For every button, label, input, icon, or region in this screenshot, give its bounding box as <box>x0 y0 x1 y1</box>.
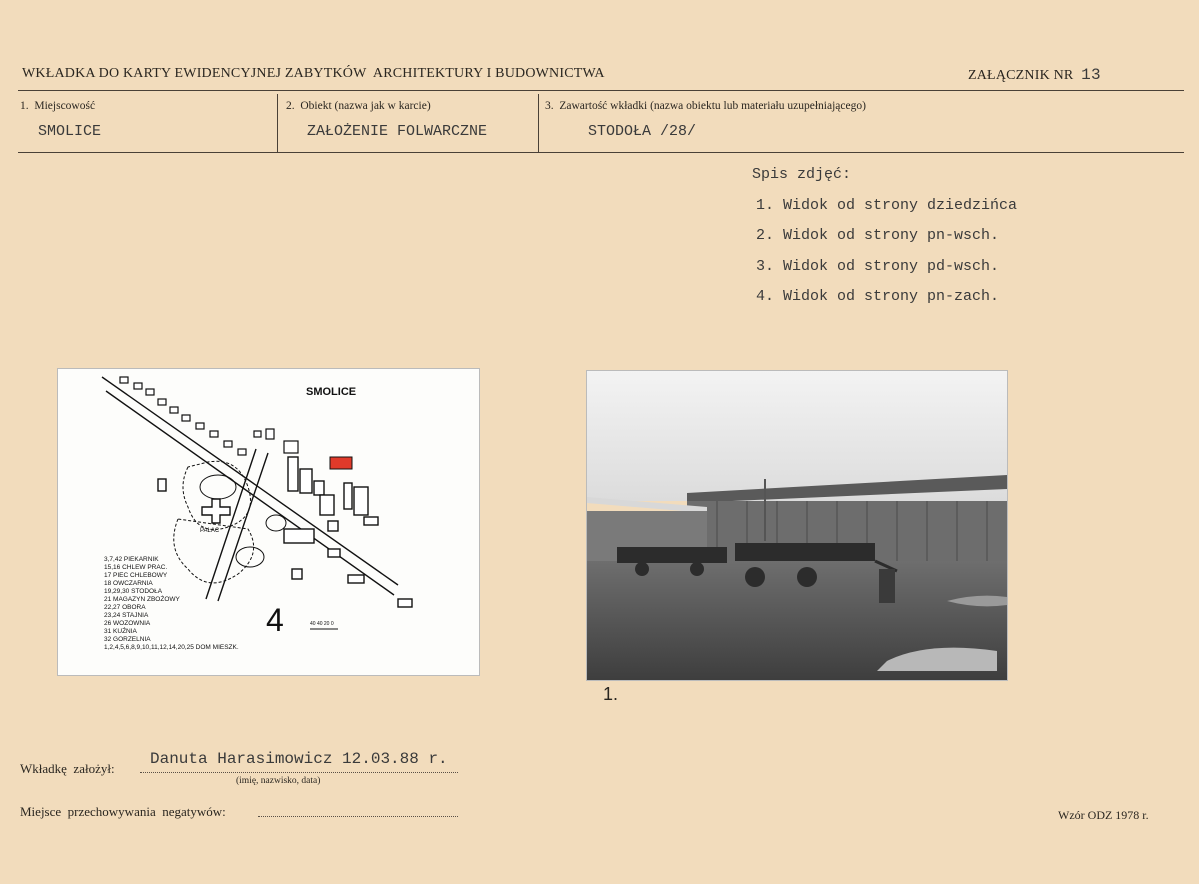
negatives-label: Miejsce przechowywania negatywów: <box>20 804 226 819</box>
annex-label <box>968 66 1101 84</box>
legend-line: 31 KUŹNIA <box>104 628 137 635</box>
map-palace-label: PAŁAC <box>200 528 220 534</box>
legend-line: 18 OWCZARNIA <box>104 580 153 587</box>
author-value: Danuta Harasimowicz 12.03.88 r. <box>150 750 448 768</box>
site-map-photo <box>57 368 480 676</box>
form-id: Wzór ODZ 1978 r. <box>1058 808 1149 822</box>
legend-line: 19,29,30 STODOŁA <box>104 588 163 595</box>
field-label-object: 2. Obiekt (nazwa jak w karcie) <box>286 100 431 112</box>
field-label-contents: 3. Zawartość wkładki (nazwa obiektu lub materiału uzupełniającego) <box>545 100 866 112</box>
site-map-drawing <box>58 369 479 675</box>
legend-line: 17 PIEC CHLEBOWY <box>104 572 168 579</box>
legend-line: 3,7,42 PIEKARNIK <box>104 556 159 563</box>
legend-line: 1,2,4,5,6,8,9,10,11,12,14,20,25 DOM MIESZK. <box>104 644 239 651</box>
annex-label-text: ZAŁĄCZNIK NR <box>968 68 1074 83</box>
photo-list-item-3: 3. Widok od strony pd-wsch. <box>756 257 1000 275</box>
field-label-locality: 1. Miejscowość <box>20 100 96 112</box>
author-hint: (imię, nazwisko, data) <box>236 776 321 786</box>
legend-line: 22,27 OBORA <box>104 604 146 611</box>
field-value-contents: STODOŁA /28/ <box>588 123 697 140</box>
header-rule <box>18 90 1184 91</box>
negatives-dotted-line <box>258 816 458 817</box>
author-label: Wkładkę założył: <box>20 761 115 776</box>
field-value-object: ZAŁOŻENIE FOLWARCZNE <box>307 123 488 140</box>
north-mark: 4 <box>266 602 284 638</box>
legend-line: 23,24 STAJNIA <box>104 612 149 619</box>
field-divider-1 <box>277 94 278 152</box>
palace <box>202 499 230 523</box>
legend-line: 26 WOZOWNIA <box>104 620 151 627</box>
photo-list-item-2: 2. Widok od strony pn-wsch. <box>756 227 1000 244</box>
card-title: WKŁADKA DO KARTY EWIDENCYJNEJ ZABYTKÓW ARCHITEKTURY I BUDOWNICTWA <box>22 66 605 81</box>
photo-list-item-4: 4. Widok od strony pn-zach. <box>756 288 1000 305</box>
annex-number: 13 <box>1081 66 1101 84</box>
map-title: SMOLICE <box>306 386 357 398</box>
barn-photo <box>586 370 1008 681</box>
scale-label: 40 40 20 0 <box>310 621 334 627</box>
barn-photo-image <box>587 371 1007 680</box>
field-row-rule <box>18 152 1184 153</box>
map-legend <box>104 556 239 651</box>
field-divider-2 <box>538 94 539 152</box>
legend-line: 21 MAGAZYN ZBOŻOWY <box>104 596 180 603</box>
photo-list-heading: Spis zdjęć: <box>752 166 852 183</box>
farm-buildings <box>158 457 412 607</box>
photo-list-item-1: 1. Widok od strony dziedzińca <box>756 196 1018 214</box>
legend-line: 32 GORZELNIA <box>104 636 151 643</box>
post <box>879 569 895 603</box>
legend-line: 15,16 CHLEW PRAC. <box>104 564 168 571</box>
photo-caption: 1. <box>603 684 619 704</box>
field-value-locality: SMOLICE <box>38 123 102 140</box>
author-dotted-line <box>140 772 458 773</box>
village-buildings <box>120 377 298 455</box>
highlighted-barn <box>330 457 352 469</box>
photo-list <box>752 160 1017 313</box>
